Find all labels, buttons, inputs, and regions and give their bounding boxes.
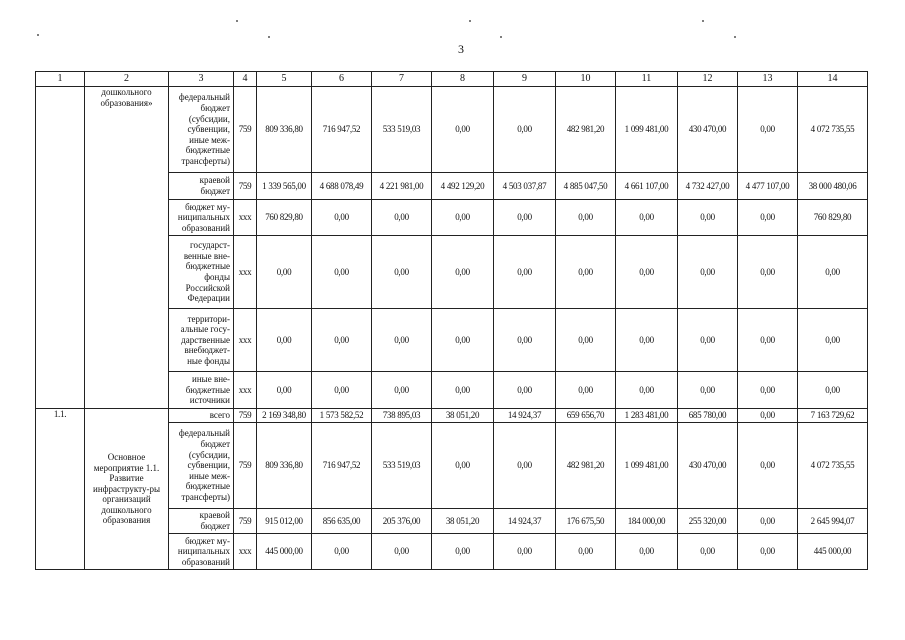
amount-cell: 2 645 994,07 <box>798 509 868 534</box>
amount-cell: 0,00 <box>494 236 556 309</box>
amount-cell: 445 000,00 <box>257 534 312 570</box>
amount-cell: 14 924,37 <box>494 509 556 534</box>
amount-cell: 0,00 <box>678 236 738 309</box>
column-header: 8 <box>432 72 494 87</box>
amount-cell: 482 981,20 <box>556 423 616 509</box>
amount-cell: 4 688 078,49 <box>312 173 372 200</box>
amount-cell: 760 829,80 <box>798 200 868 236</box>
amount-cell: 184 000,00 <box>616 509 678 534</box>
amount-cell: 0,00 <box>738 372 798 409</box>
row-number <box>36 87 85 409</box>
amount-cell: 0,00 <box>432 200 494 236</box>
amount-cell: 4 477 107,00 <box>738 173 798 200</box>
amount-cell: 0,00 <box>678 534 738 570</box>
amount-cell: 0,00 <box>312 309 372 372</box>
amount-cell: 430 470,00 <box>678 423 738 509</box>
amount-cell: 0,00 <box>738 309 798 372</box>
budget-code: 759 <box>234 409 257 423</box>
amount-cell: 0,00 <box>432 372 494 409</box>
column-header: 14 <box>798 72 868 87</box>
amount-cell: 0,00 <box>257 372 312 409</box>
budget-code: xxx <box>234 372 257 409</box>
budget-code: xxx <box>234 534 257 570</box>
column-header: 4 <box>234 72 257 87</box>
budget-code: 759 <box>234 423 257 509</box>
table-row <box>36 409 868 423</box>
amount-cell: 915 012,00 <box>257 509 312 534</box>
amount-cell: 0,00 <box>556 372 616 409</box>
amount-cell: 4 732 427,00 <box>678 173 738 200</box>
amount-cell: 0,00 <box>678 309 738 372</box>
amount-cell: 533 519,03 <box>372 423 432 509</box>
amount-cell: 809 336,80 <box>257 423 312 509</box>
amount-cell: 0,00 <box>798 372 868 409</box>
column-header: 6 <box>312 72 372 87</box>
column-header: 11 <box>616 72 678 87</box>
amount-cell: 4 492 129,20 <box>432 173 494 200</box>
row-number: 1.1. <box>36 409 85 570</box>
amount-cell: 0,00 <box>738 236 798 309</box>
amount-cell: 0,00 <box>678 372 738 409</box>
amount-cell: 0,00 <box>616 372 678 409</box>
amount-cell: 1 099 481,00 <box>616 87 678 173</box>
amount-cell: 0,00 <box>494 87 556 173</box>
funding-source: территори-альные госу-дарственные внебюджет-ные фонды <box>169 309 234 372</box>
page-number: 3 <box>458 42 464 56</box>
amount-cell: 716 947,52 <box>312 423 372 509</box>
activity-name: Основное мероприятие 1.1. Развитие инфраструкту-ры организаций дошкольного образования <box>85 409 169 570</box>
amount-cell: 0,00 <box>312 534 372 570</box>
amount-cell: 0,00 <box>372 309 432 372</box>
amount-cell: 205 376,00 <box>372 509 432 534</box>
table-row <box>36 87 868 173</box>
amount-cell: 0,00 <box>432 534 494 570</box>
amount-cell: 430 470,00 <box>678 87 738 173</box>
budget-code: 759 <box>234 509 257 534</box>
amount-cell: 0,00 <box>312 200 372 236</box>
column-header: 13 <box>738 72 798 87</box>
column-header: 10 <box>556 72 616 87</box>
amount-cell: 38 051,20 <box>432 509 494 534</box>
amount-cell: 4 072 735,55 <box>798 423 868 509</box>
funding-source: бюджет му-ниципальных образований <box>169 200 234 236</box>
amount-cell: 0,00 <box>372 372 432 409</box>
amount-cell: 7 163 729,62 <box>798 409 868 423</box>
amount-cell: 4 221 981,00 <box>372 173 432 200</box>
amount-cell: 14 924,37 <box>494 409 556 423</box>
amount-cell: 0,00 <box>738 200 798 236</box>
amount-cell: 2 169 348,80 <box>257 409 312 423</box>
funding-source: краевой бюджет <box>169 173 234 200</box>
amount-cell: 0,00 <box>556 200 616 236</box>
amount-cell: 0,00 <box>432 236 494 309</box>
amount-cell: 0,00 <box>312 236 372 309</box>
amount-cell: 685 780,00 <box>678 409 738 423</box>
amount-cell: 0,00 <box>494 200 556 236</box>
amount-cell: 0,00 <box>616 236 678 309</box>
amount-cell: 0,00 <box>798 309 868 372</box>
amount-cell: 176 675,50 <box>556 509 616 534</box>
amount-cell: 809 336,80 <box>257 87 312 173</box>
amount-cell: 856 635,00 <box>312 509 372 534</box>
amount-cell: 0,00 <box>556 309 616 372</box>
budget-table <box>35 71 868 570</box>
budget-code: 759 <box>234 87 257 173</box>
amount-cell: 0,00 <box>738 534 798 570</box>
amount-cell: 0,00 <box>738 87 798 173</box>
amount-cell: 482 981,20 <box>556 87 616 173</box>
funding-source: иные вне-бюджетные источники <box>169 372 234 409</box>
amount-cell: 4 885 047,50 <box>556 173 616 200</box>
funding-source: краевой бюджет <box>169 509 234 534</box>
amount-cell: 445 000,00 <box>798 534 868 570</box>
amount-cell: 255 320,00 <box>678 509 738 534</box>
budget-code: xxx <box>234 309 257 372</box>
column-header: 7 <box>372 72 432 87</box>
amount-cell: 0,00 <box>432 87 494 173</box>
amount-cell: 1 573 582,52 <box>312 409 372 423</box>
funding-source: государст-венные вне-бюджетные фонды Российской Федерации <box>169 236 234 309</box>
amount-cell: 0,00 <box>738 423 798 509</box>
header-row <box>36 72 868 87</box>
amount-cell: 38 000 480,06 <box>798 173 868 200</box>
amount-cell: 1 339 565,00 <box>257 173 312 200</box>
amount-cell: 0,00 <box>494 423 556 509</box>
column-header: 5 <box>257 72 312 87</box>
column-header: 2 <box>85 72 169 87</box>
amount-cell: 0,00 <box>738 409 798 423</box>
amount-cell: 0,00 <box>494 309 556 372</box>
amount-cell: 4 072 735,55 <box>798 87 868 173</box>
amount-cell: 0,00 <box>494 372 556 409</box>
amount-cell: 0,00 <box>432 309 494 372</box>
amount-cell: 0,00 <box>798 236 868 309</box>
amount-cell: 0,00 <box>372 200 432 236</box>
budget-code: xxx <box>234 236 257 309</box>
amount-cell: 0,00 <box>372 534 432 570</box>
budget-code: xxx <box>234 200 257 236</box>
column-header: 9 <box>494 72 556 87</box>
amount-cell: 0,00 <box>494 534 556 570</box>
amount-cell: 4 503 037,87 <box>494 173 556 200</box>
amount-cell: 0,00 <box>556 236 616 309</box>
amount-cell: 0,00 <box>372 236 432 309</box>
column-header: 3 <box>169 72 234 87</box>
funding-source: федеральный бюджет (субсидии, субвенции, иные меж-бюджетные трансферты) <box>169 87 234 173</box>
activity-name: дошкольного образования» <box>85 87 169 409</box>
amount-cell: 0,00 <box>678 200 738 236</box>
amount-cell: 0,00 <box>312 372 372 409</box>
column-header: 1 <box>36 72 85 87</box>
amount-cell: 0,00 <box>556 534 616 570</box>
budget-code: 759 <box>234 173 257 200</box>
amount-cell: 0,00 <box>616 534 678 570</box>
amount-cell: 0,00 <box>738 509 798 534</box>
amount-cell: 760 829,80 <box>257 200 312 236</box>
amount-cell: 738 895,03 <box>372 409 432 423</box>
amount-cell: 533 519,03 <box>372 87 432 173</box>
amount-cell: 1 283 481,00 <box>616 409 678 423</box>
amount-cell: 4 661 107,00 <box>616 173 678 200</box>
amount-cell: 0,00 <box>432 423 494 509</box>
amount-cell: 38 051,20 <box>432 409 494 423</box>
amount-cell: 716 947,52 <box>312 87 372 173</box>
funding-source: бюджет му-ниципальных образований <box>169 534 234 570</box>
amount-cell: 659 656,70 <box>556 409 616 423</box>
amount-cell: 0,00 <box>257 236 312 309</box>
amount-cell: 1 099 481,00 <box>616 423 678 509</box>
amount-cell: 0,00 <box>257 309 312 372</box>
amount-cell: 0,00 <box>616 309 678 372</box>
funding-source: федеральный бюджет (субсидии, субвенции, иные меж-бюджетные трансферты) <box>169 423 234 509</box>
funding-source: всего <box>169 409 234 423</box>
column-header: 12 <box>678 72 738 87</box>
amount-cell: 0,00 <box>616 200 678 236</box>
